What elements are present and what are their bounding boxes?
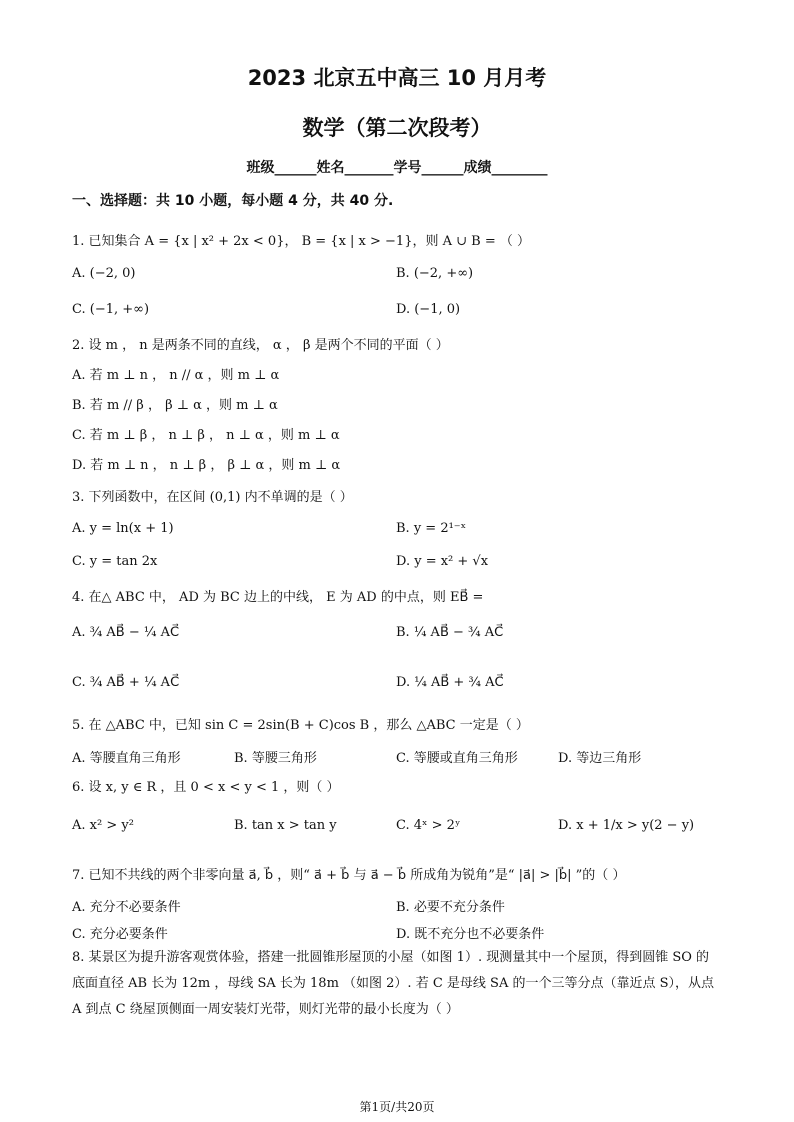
question-3-option-a: A. y = ln(x + 1) — [72, 521, 174, 536]
question-6-option-b: B. tan x > tan y — [234, 818, 337, 833]
question-7-stem: 7. 已知不共线的两个非零向量 a⃗, b⃗ ，则“ a⃗ + b⃗ 与 a⃗ − b⃗ 所成角为锐角”是“ |a⃗| > |b⃗| ”的（ ） — [72, 868, 626, 883]
question-7-option-d: D. 既不充分也不必要条件 — [396, 927, 545, 942]
question-1-option-c: C. (−1, +∞) — [72, 302, 150, 317]
question-4-stem: 4. 在△ ABC 中， AD 为 BC 边上的中线， E 为 AD 的中点，则 EB⃗ = — [72, 590, 484, 605]
question-4-option-b: B. ¼ AB⃗ − ¾ AC⃗ — [396, 625, 504, 640]
question-2-option-d: D. 若 m ⊥ n ， n ⊥ β ， β ⊥ α ，则 m ⊥ α — [72, 458, 341, 473]
question-7-option-b: B. 必要不充分条件 — [396, 900, 505, 915]
student-info-line: 班级______姓名_______学号______成绩________ — [246, 160, 548, 176]
question-2-option-b: B. 若 m // β ， β ⊥ α ，则 m ⊥ α — [72, 398, 278, 413]
question-3-option-c: C. y = tan 2x — [72, 554, 158, 569]
question-5-option-d: D. 等边三角形 — [558, 751, 642, 766]
question-6-option-a: A. x² > y² — [72, 818, 134, 833]
question-1-stem: 1. 已知集合 A = {x | x² + 2x < 0}， B = {x | x > −1}，则 A ∪ B = （ ） — [72, 234, 530, 249]
page-title: 2023 北京五中高三 10 月月考 — [247, 66, 547, 90]
question-3-stem: 3. 下列函数中，在区间 (0,1) 内不单调的是（ ） — [72, 490, 353, 505]
question-3-option-d: D. y = x² + √x — [396, 554, 489, 569]
question-6-option-d: D. x + 1/x > y(2 − y) — [558, 818, 695, 833]
question-6-stem: 6. 设 x, y ∈ R ，且 0 < x < y < 1 ，则（ ） — [72, 780, 340, 795]
question-4-option-c: C. ¾ AB⃗ + ¼ AC⃗ — [72, 675, 180, 690]
question-5-stem: 5. 在 △ABC 中，已知 sin C = 2sin(B + C)cos B ，那么 △ABC 一定是（ ） — [72, 718, 529, 733]
question-2-stem: 2. 设 m ， n 是两条不同的直线， α ， β 是两个不同的平面（ ） — [72, 338, 449, 353]
question-4-option-a: A. ¾ AB⃗ − ¼ AC⃗ — [72, 625, 180, 640]
question-1-option-a: A. (−2, 0) — [72, 266, 136, 281]
question-1-option-b: B. (−2, +∞) — [396, 266, 474, 281]
question-1-option-d: D. (−1, 0) — [396, 302, 461, 317]
page-footer: 第1页/共20页 — [359, 1100, 435, 1114]
question-2-option-c: C. 若 m ⊥ β ， n ⊥ β ， n ⊥ α ，则 m ⊥ α — [72, 428, 340, 443]
section-heading: 一、选择题：共 10 小题，每小题 4 分，共 40 分. — [72, 193, 394, 209]
question-7-option-c: C. 充分必要条件 — [72, 927, 168, 942]
page-subtitle: 数学（第二次段考） — [302, 116, 492, 140]
question-5-option-c: C. 等腰或直角三角形 — [396, 751, 518, 766]
question-3-option-b: B. y = 2¹⁻ˣ — [396, 521, 467, 536]
question-6-option-c: C. 4ˣ > 2ʸ — [396, 818, 461, 833]
question-7-option-a: A. 充分不必要条件 — [72, 900, 181, 915]
question-2-option-a: A. 若 m ⊥ n ， n // α ，则 m ⊥ α — [72, 368, 280, 383]
question-4-option-d: D. ¼ AB⃗ + ¾ AC⃗ — [396, 675, 504, 690]
question-5-option-a: A. 等腰直角三角形 — [72, 751, 181, 766]
question-8-stem: 8. 某景区为提升游客观赏体验，搭建一批圆锥形屋顶的小屋（如图 1）. 现测量其中一个屋顶，得到圆锥 SO 的底面直径 AB 长为 12m ，母线 SA 长为 18m （如图 2）. 若 C 是母线 SA 的一个三等分点（靠近点 S），从点 A 到点 C 绕屋顶侧面一周安装灯光带，则灯光带的最小长度为（ ） — [72, 950, 715, 1017]
question-5-option-b: B. 等腰三角形 — [234, 751, 317, 766]
